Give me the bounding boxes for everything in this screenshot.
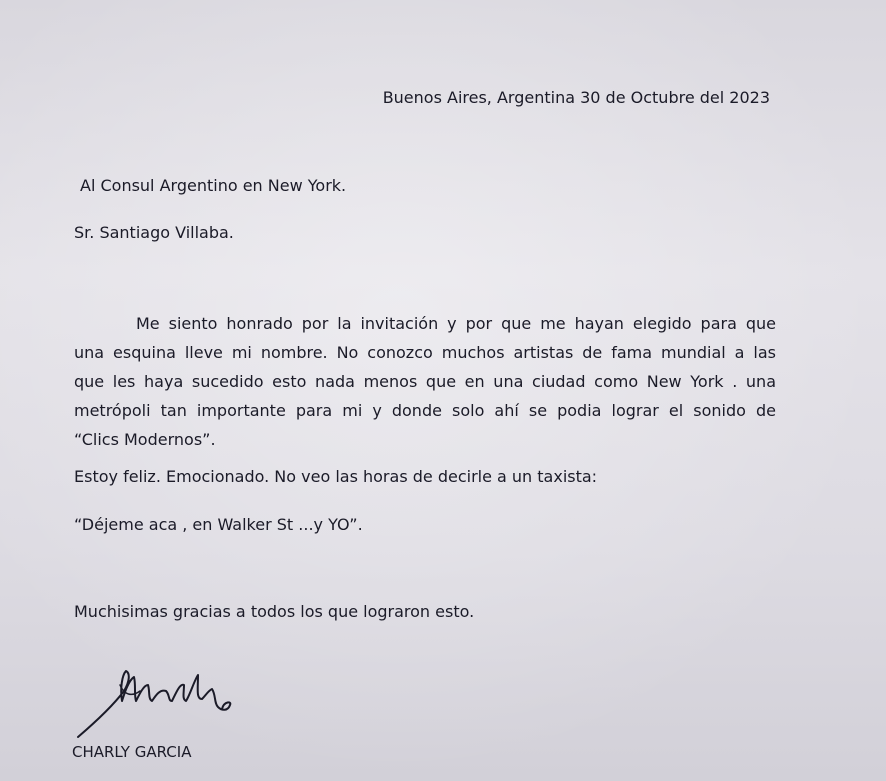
signature-name: CHARLY GARCIA	[72, 743, 192, 761]
paragraph-line: Me siento honrado por la invitación y por que me hayan elegido para que	[136, 314, 776, 333]
quote-line: “Déjeme aca , en Walker St ...y YO”.	[74, 515, 363, 534]
recipient-line: Al Consul Argentino en New York.	[80, 176, 347, 195]
paragraph-line: metrópoli tan importante para mi y donde solo ahí se podia lograr el sonido de	[74, 401, 776, 420]
paragraph-line: una esquina lleve mi nombre. No conozco muchos artistas de fama mundial a las	[74, 343, 776, 362]
feliz-line: Estoy feliz. Emocionado. No veo las horas de decirle a un taxista:	[74, 467, 598, 486]
paragraph-line: que les haya sucedido esto nada menos que en una ciudad como New York . una	[74, 372, 776, 391]
date-line: Buenos Aires, Argentina 30 de Octubre del 2023	[382, 88, 770, 107]
body-paragraph	[74, 309, 776, 454]
handwritten-signature	[72, 655, 252, 745]
salutation-line: Sr. Santiago Villaba.	[74, 223, 234, 242]
thanks-line: Muchisimas gracias a todos los que lograron esto.	[74, 602, 475, 621]
paragraph-line: “Clics Modernos”.	[74, 430, 216, 449]
